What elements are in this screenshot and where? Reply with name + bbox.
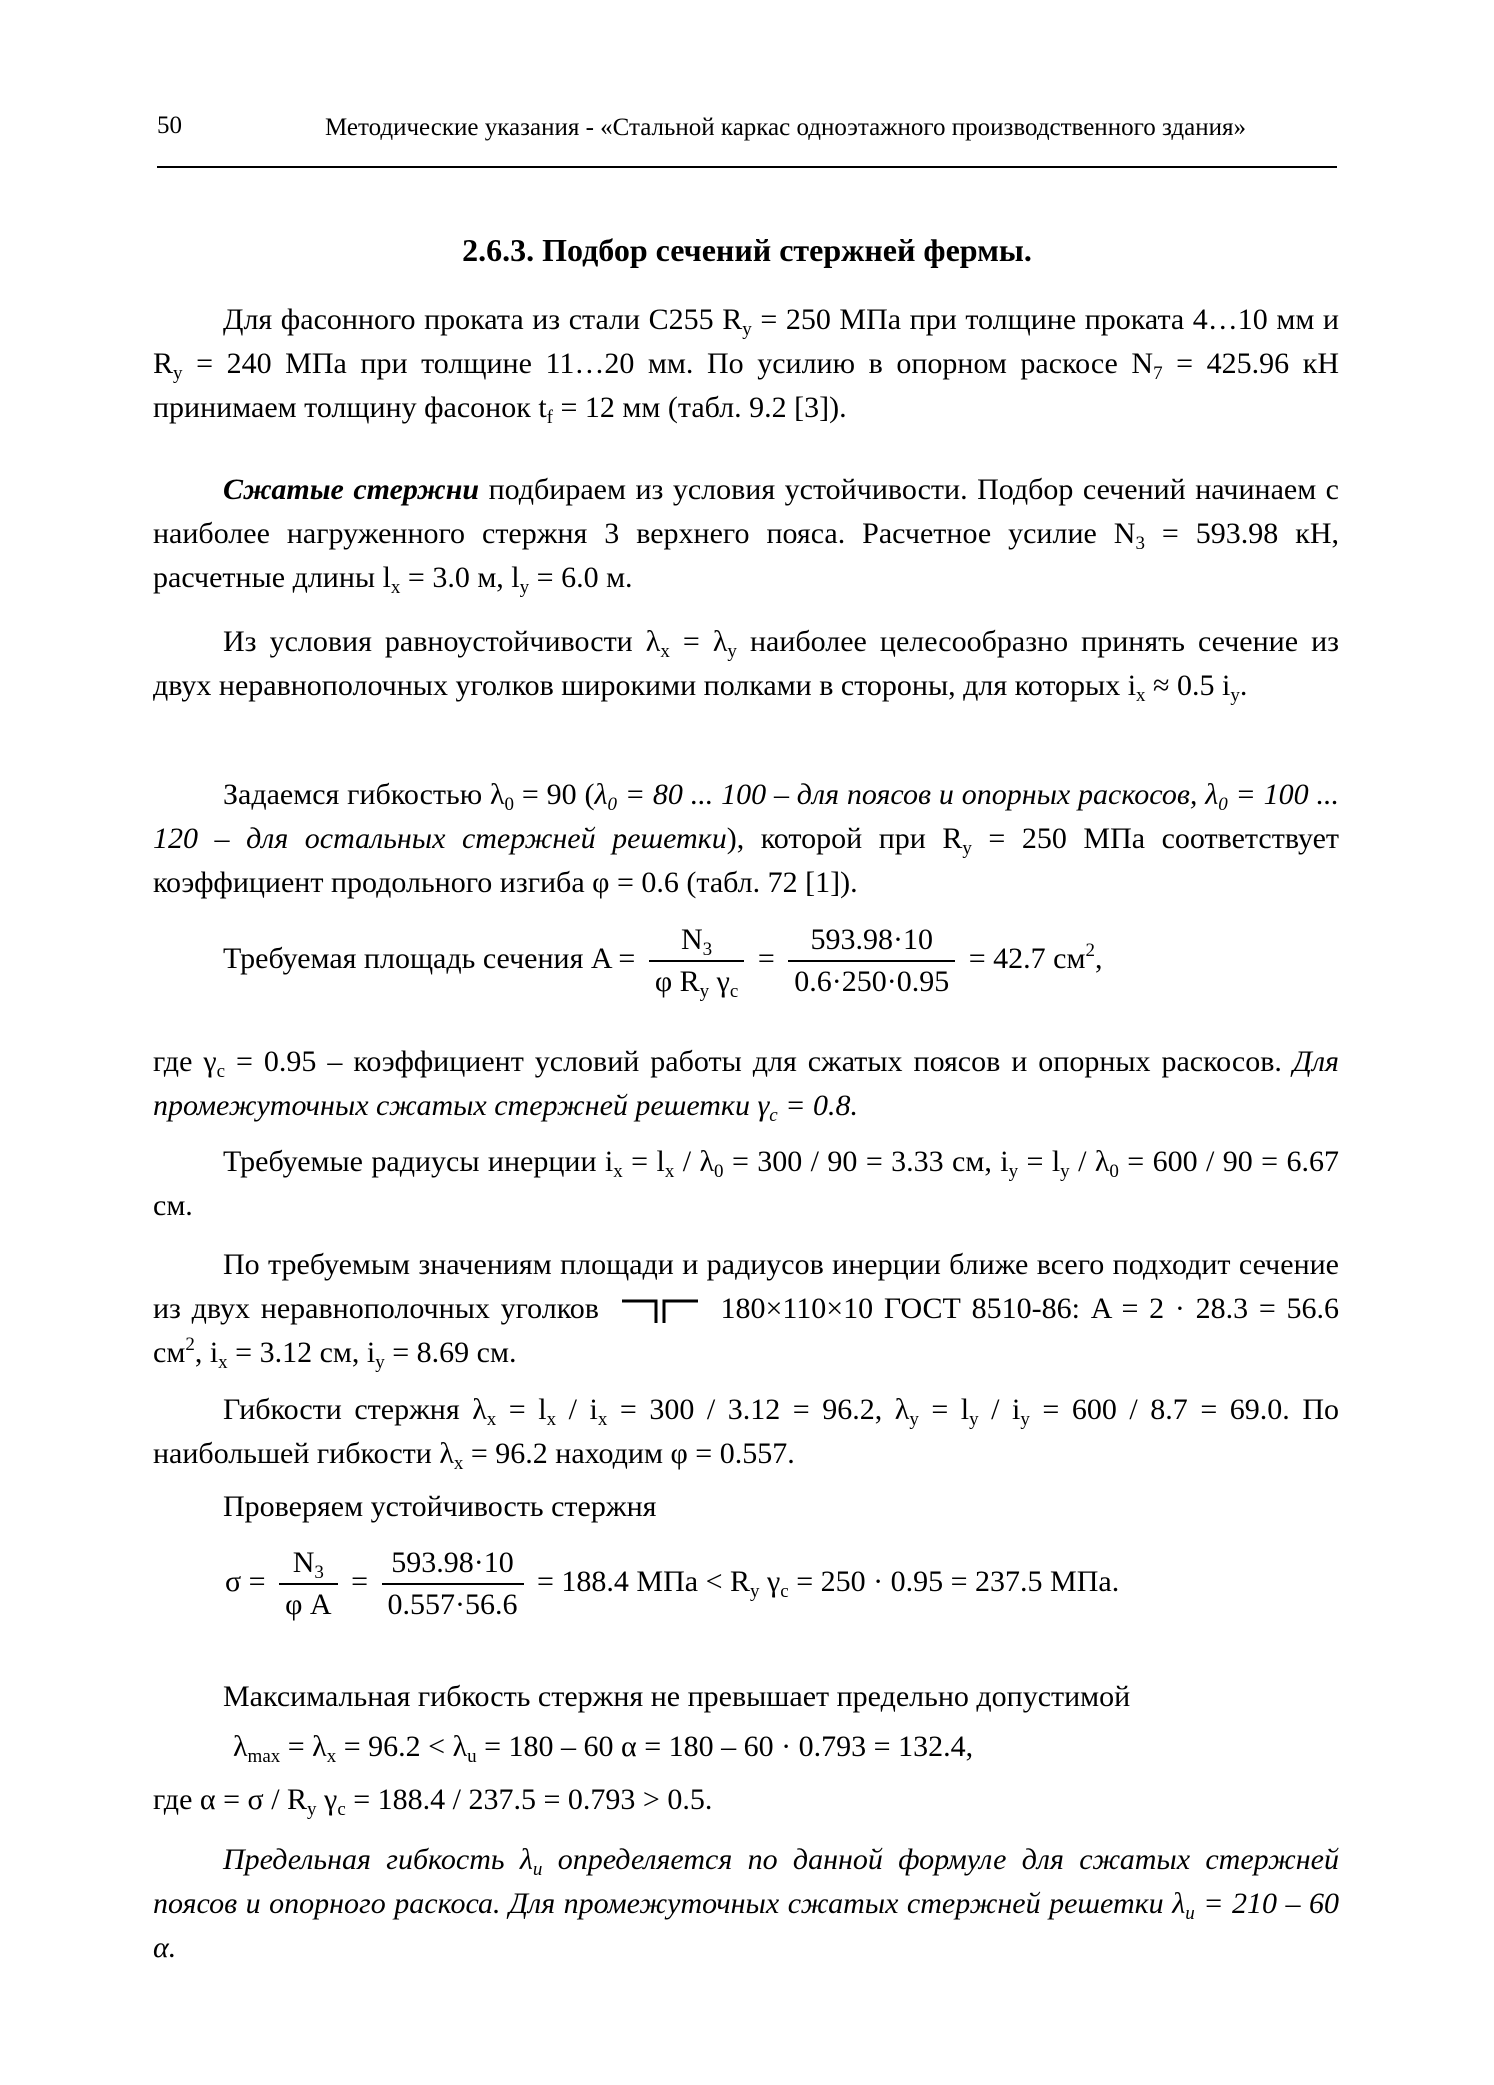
equation-result: = 188.4 МПа < R: [537, 1564, 751, 1598]
running-title: Методические указания - «Стальной каркас одноэтажного производственного здания»: [325, 114, 1246, 141]
text: ≈ 0.5 i: [1145, 669, 1231, 702]
fraction: [279, 1545, 337, 1623]
equation-result: γ: [759, 1564, 781, 1598]
subscript: 0: [1109, 1161, 1119, 1182]
subscript: u: [532, 1859, 543, 1880]
subscript: 3: [314, 1562, 324, 1583]
subscript: x: [664, 1161, 675, 1182]
italic-text: λ: [594, 778, 608, 811]
text: ,: [1094, 941, 1103, 975]
text: / i: [556, 1393, 598, 1426]
text: = 12 мм (табл. 9.2 [3]).: [552, 391, 847, 424]
paragraph-work-coefficient: [153, 1040, 1339, 1128]
text: = λ: [669, 625, 728, 658]
paragraph-gusset-thickness: [153, 298, 1339, 430]
subscript: c: [216, 1061, 226, 1082]
text: = 300 / 90 = 3.33 см, i: [723, 1145, 1009, 1178]
italic-text: определяется по данной формуле для сжатых стержней поясов и опорного раскоса. Для промежуточных сжатых стержней решетки λ: [153, 1843, 1339, 1920]
subscript: x: [390, 577, 401, 598]
text: = 593.98 кН, расчетные длины l: [153, 517, 1339, 594]
subscript: c: [729, 981, 739, 1002]
text: = 250 МПа соответствует коэффициент продольного изгиба φ = 0.6 (табл. 72 [1]).: [153, 822, 1340, 899]
subscript: y: [307, 1799, 317, 1820]
subscript: 0: [504, 794, 515, 815]
italic-text: Для промежуточных сжатых стержней решетки γ: [153, 1045, 1339, 1122]
italic-text: Предельная гибкость λ: [223, 1843, 533, 1876]
text: , i: [194, 1336, 219, 1369]
text: Требуемые радиусы инерции i: [223, 1145, 614, 1178]
subscript: y: [909, 1409, 919, 1430]
subscript: x: [660, 641, 670, 662]
text: подбираем из условия устойчивости. Подбор сечений начинаем с наиболее нагруженного стержня 3 верхнего пояса. Расчетное усилие N: [153, 473, 1339, 550]
text: λ: [233, 1730, 248, 1763]
subscript: y: [1008, 1161, 1019, 1182]
paragraph-section-choice: [153, 1243, 1339, 1375]
equation-label: Требуемая площадь сечения A =: [223, 941, 636, 975]
superscript: 2: [1085, 939, 1095, 961]
page-number: 50: [157, 112, 182, 139]
emphasis: Сжатые стержни: [223, 473, 480, 506]
subscript: u: [1185, 1903, 1195, 1924]
subscript: x: [597, 1409, 608, 1430]
paragraph-member-slenderness: [153, 1388, 1339, 1476]
subscript: y: [1060, 1161, 1070, 1182]
text: Гибкости стержня λ: [223, 1393, 487, 1426]
subscript: c: [780, 1580, 789, 1602]
subscript: 0: [607, 794, 617, 815]
paragraph-slenderness: [153, 773, 1339, 905]
text: наиболее целесообразно принять сечение из двух неравнополочных уголков широкими полками в стороны, для которых i: [153, 625, 1339, 702]
superscript: 2: [185, 1334, 195, 1355]
max-slenderness-intro: Максимальная гибкость стержня не превышает предельно допустимой: [223, 1680, 1131, 1713]
equals-sign: =: [757, 941, 775, 975]
text: = 96.2 находим φ = 0.557.: [463, 1437, 795, 1470]
text: = 250 МПа при толщине проката 4…10 мм и R: [153, 303, 1339, 380]
text: = 300 / 3.12 = 96.2, λ: [607, 1393, 910, 1426]
text: 180×110×10 ГОСТ 8510-86: A = 2 · 28.3 = 56.6 см: [153, 1292, 1340, 1369]
subscript: y: [1020, 1409, 1030, 1430]
numerator: N: [292, 1546, 315, 1579]
text: = 3.0 м, l: [400, 561, 520, 594]
text: = l: [1018, 1145, 1061, 1178]
numerator: N: [680, 923, 703, 956]
text: = 3.12 см, i: [227, 1336, 376, 1369]
subscript: y: [727, 641, 737, 662]
text: γ: [316, 1783, 338, 1816]
equation-limit-slenderness: [233, 1730, 974, 1767]
italic-text: = 0.8.: [777, 1089, 858, 1122]
denominator: 0.557·56.6: [387, 1588, 518, 1621]
text: = 425.96 кН принимаем толщину фасонок t: [153, 347, 1339, 424]
text: = 96.2 < λ: [336, 1730, 468, 1763]
subscript: y: [969, 1409, 979, 1430]
text: = 180 – 60 α = 180 – 60 · 0.793 = 132.4,: [476, 1730, 974, 1763]
denominator: γ: [709, 965, 730, 998]
subscript: x: [218, 1352, 228, 1373]
text: = 6.0 м.: [529, 561, 633, 594]
text: где γ: [153, 1045, 217, 1078]
equation-required-area: [223, 922, 1102, 1000]
subscript: x: [326, 1746, 337, 1767]
subscript: f: [546, 407, 553, 428]
subscript: x: [486, 1409, 497, 1430]
text: = 600 / 90 = 6.67 см.: [153, 1145, 1339, 1222]
subscript: x: [1136, 685, 1146, 706]
denominator: 0.6·250·0.95: [794, 965, 950, 998]
double-angle-section-icon: [620, 1297, 700, 1325]
text: / λ: [1069, 1145, 1110, 1178]
text: = λ: [280, 1730, 327, 1763]
subscript: 0: [714, 1161, 724, 1182]
text: / λ: [674, 1145, 715, 1178]
denominator: φ A: [285, 1588, 332, 1621]
equals-sign: =: [351, 1564, 368, 1598]
paragraph-limit-note: [153, 1838, 1339, 1970]
header-divider: [157, 166, 1337, 168]
text: ), которой при R: [726, 822, 963, 855]
fraction: [788, 922, 955, 1000]
text: Задаемся гибкостью λ: [223, 778, 505, 811]
text: где α = σ / R: [153, 1783, 308, 1816]
text: = l: [918, 1393, 970, 1426]
numerator: 593.98·10: [788, 922, 955, 962]
subscript: y: [742, 319, 752, 340]
subscript: y: [962, 838, 972, 859]
text: Для фасонного проката из стали С255 R: [223, 303, 743, 336]
text: = 240 МПа при толщине 11…20 мм. По усилию в опорном раскосе N: [182, 347, 1154, 380]
equation-result: = 42.7 см: [968, 941, 1086, 975]
equation-result: = 250 · 0.95 = 237.5 МПа.: [788, 1564, 1120, 1598]
equation-alpha: [153, 1783, 713, 1820]
denominator: φ R: [654, 965, 700, 998]
subscript: y: [1230, 685, 1240, 706]
subscript: y: [375, 1352, 385, 1373]
subscript: 3: [702, 939, 713, 960]
text: = l: [622, 1145, 665, 1178]
subscript: x: [613, 1161, 623, 1182]
text: = 600 / 8.7 = 69.0. По наибольшей гибкости λ: [153, 1393, 1339, 1470]
paragraph-equal-stability: [153, 620, 1339, 708]
paragraph-radii: [153, 1140, 1339, 1228]
subscript: c: [769, 1105, 778, 1126]
subscript: u: [467, 1746, 477, 1767]
running-header: [157, 112, 1337, 152]
numerator: 593.98·10: [382, 1545, 524, 1585]
italic-text: = 210 – 60 α.: [153, 1887, 1339, 1964]
paragraph-compressed-members: [153, 468, 1339, 600]
italic-text: = 80 ... 100 – для поясов и опорных раскосов, λ: [616, 778, 1219, 811]
text: По требуемым значениям площади и радиусов инерции ближе всего подходит сечение из двух неравнополочных уголков: [153, 1248, 1339, 1325]
fraction: [649, 922, 745, 1000]
stability-check-intro: Проверяем устойчивость стержня: [223, 1490, 657, 1523]
subscript: x: [546, 1409, 557, 1430]
subscript: y: [173, 363, 183, 384]
text: = 188.4 / 237.5 = 0.793 > 0.5.: [345, 1783, 713, 1816]
text: .: [1239, 669, 1248, 702]
text: = 90 (: [514, 778, 595, 811]
text: = 0.95 – коэффициент условий работы для сжатых поясов и опорных раскосов.: [225, 1045, 1293, 1078]
equation-lhs: σ =: [225, 1564, 266, 1598]
subscript: 0: [1218, 794, 1228, 815]
text: Из условия равноустойчивости λ: [223, 625, 661, 658]
text: = 8.69 см.: [384, 1336, 517, 1369]
italic-text: = 100 ... 120 – для остальных стержней решетки: [153, 778, 1339, 855]
subscript: 7: [1153, 363, 1163, 384]
subscript: y: [519, 577, 530, 598]
subscript: max: [247, 1746, 281, 1767]
subscript: 3: [1135, 533, 1145, 554]
section-title: 2.6.3. Подбор сечений стержней фермы.: [462, 232, 1032, 268]
subscript: c: [337, 1799, 346, 1820]
subscript: y: [750, 1580, 760, 1602]
text: / i: [978, 1393, 1021, 1426]
equation-stress-check: [225, 1545, 1119, 1623]
subscript: y: [699, 981, 710, 1002]
subscript: x: [453, 1453, 464, 1474]
text: = l: [496, 1393, 547, 1426]
fraction: [382, 1545, 524, 1623]
